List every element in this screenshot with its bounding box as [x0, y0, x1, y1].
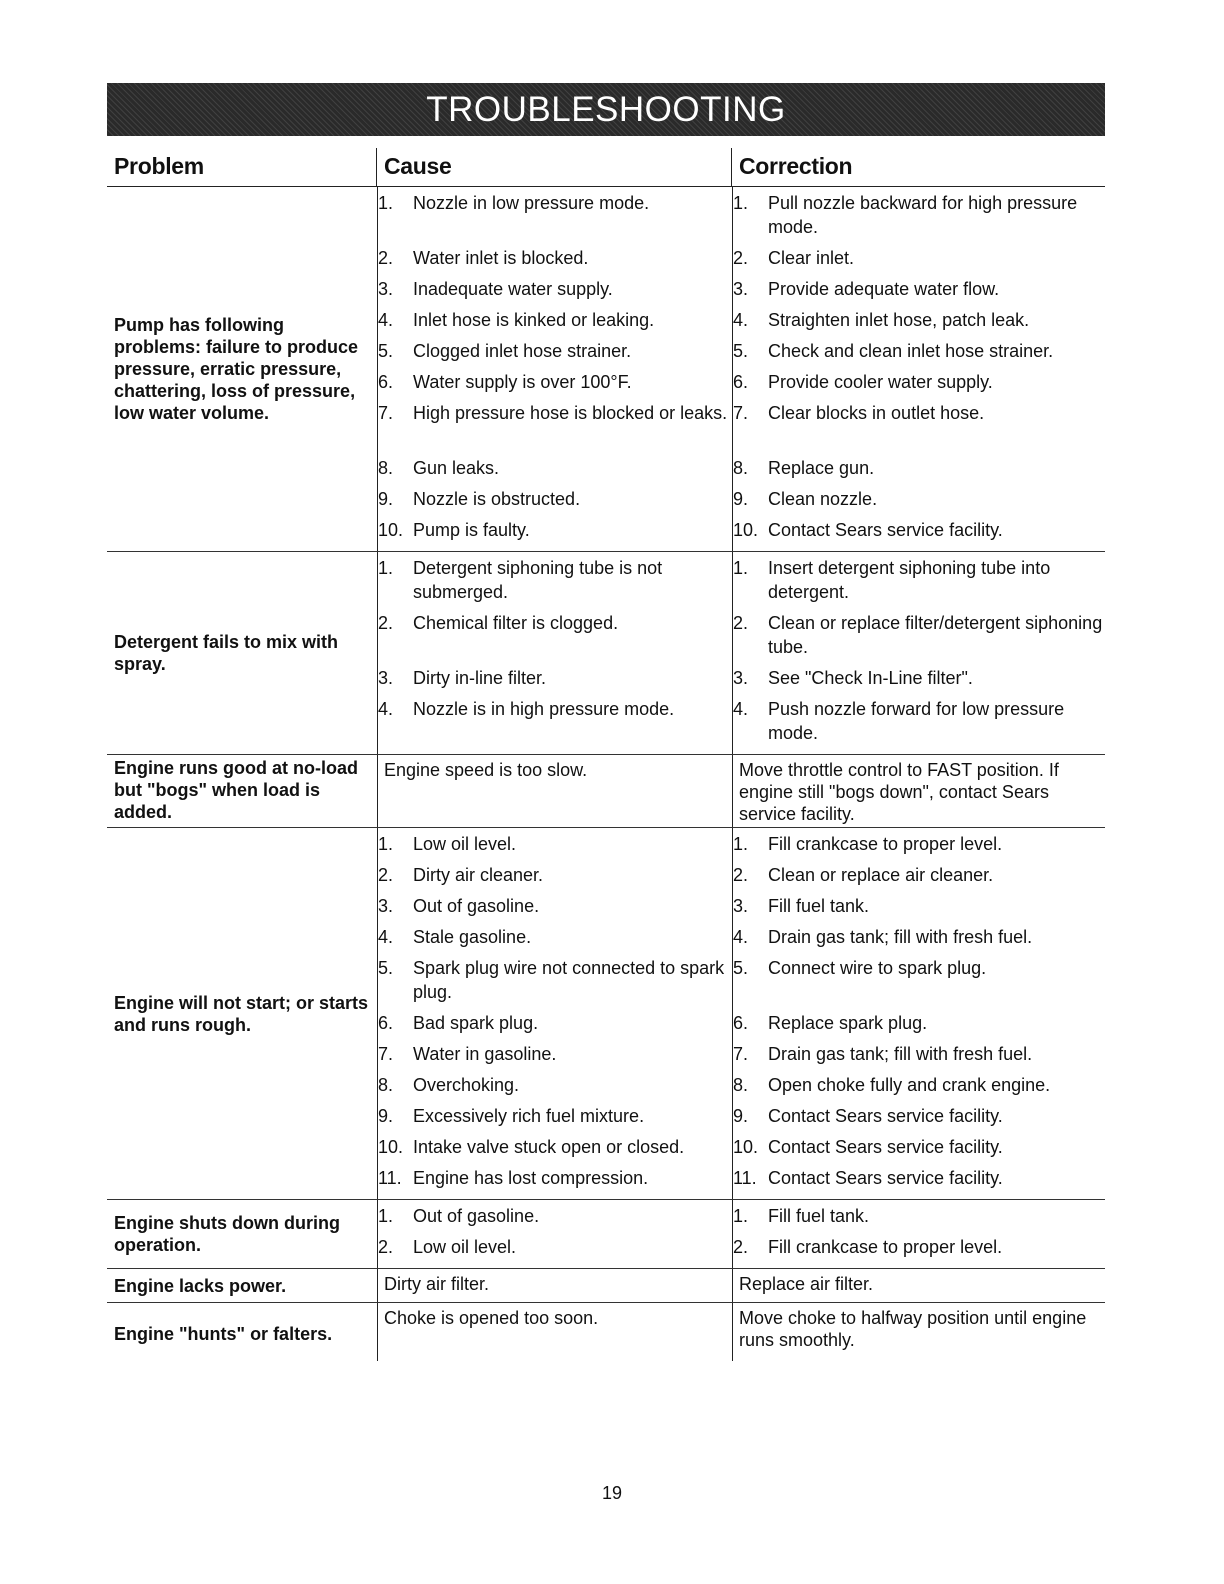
- page-number: 19: [601, 1483, 623, 1503]
- list-item: 2. Clean or replace air cleaner.: [733, 865, 994, 885]
- list-item: 8. Open choke fully and crank engine.: [733, 1075, 1051, 1095]
- table-row: [107, 187, 1105, 552]
- list-item: 5. Connect wire to spark plug.: [733, 958, 987, 978]
- list-item: 1. Out of gasoline.: [378, 1206, 540, 1226]
- table-row: [107, 552, 1105, 755]
- list-item: 4. Stale gasoline.: [378, 927, 532, 947]
- list-item: 1. Nozzle in low pressure mode.: [378, 193, 650, 213]
- correction-cell: [732, 828, 1105, 1199]
- list-item: 5. Spark plug wire not connected to spark plug.: [378, 958, 725, 1002]
- problem-cell: Engine will not start; or starts and runs rough.: [114, 992, 369, 1035]
- list-item: 1. Detergent siphoning tube is not submerged.: [378, 558, 663, 602]
- list-item: 7. Clear blocks in outlet hose.: [733, 403, 985, 423]
- list-item: 4. Drain gas tank; fill with fresh fuel.: [733, 927, 1033, 947]
- cause-cell: [377, 552, 732, 754]
- list-item: 10. Contact Sears service facility.: [733, 520, 1003, 540]
- problem-cell: Detergent fails to mix with spray.: [114, 632, 339, 674]
- list-item: 4. Nozzle is in high pressure mode.: [378, 699, 675, 719]
- list-item: 5. Clogged inlet hose strainer.: [378, 341, 632, 361]
- cause-header: Cause: [384, 153, 452, 179]
- list-item: 6. Replace spark plug.: [733, 1013, 928, 1033]
- list-item: 6. Provide cooler water supply.: [733, 372, 993, 392]
- title-banner: [107, 83, 1105, 136]
- list-item: 8. Gun leaks.: [378, 458, 500, 478]
- correction-cell: Move choke to halfway position until engine runs smoothly.: [732, 1303, 1105, 1361]
- cause-cell: [377, 187, 732, 551]
- problem-header: Problem: [114, 153, 204, 179]
- list-item: 9. Contact Sears service facility.: [733, 1106, 1003, 1126]
- list-item: 11. Engine has lost compression.: [378, 1168, 649, 1188]
- list-item: 5. Check and clean inlet hose strainer.: [733, 341, 1054, 361]
- cause-cell: [377, 1200, 732, 1268]
- list-item: 9. Nozzle is obstructed.: [378, 489, 581, 509]
- list-item: 2. Clear inlet.: [733, 248, 855, 268]
- list-item: 6. Bad spark plug.: [378, 1013, 539, 1033]
- list-item: 6. Water supply is over 100°F.: [378, 372, 632, 392]
- list-item: 7. High pressure hose is blocked or leaks.: [378, 403, 728, 423]
- correction-cell: Move throttle control to FAST position. If engine still "bogs down", contact Sears service facility.: [732, 755, 1105, 827]
- list-item: 4. Straighten inlet hose, patch leak.: [733, 310, 1030, 330]
- list-item: 9. Clean nozzle.: [733, 489, 878, 509]
- list-item: 7. Drain gas tank; fill with fresh fuel.: [733, 1044, 1033, 1064]
- list-item: 1. Fill fuel tank.: [733, 1206, 870, 1226]
- list-item: 1. Insert detergent siphoning tube into detergent.: [733, 558, 1051, 602]
- list-item: 4. Inlet hose is kinked or leaking.: [378, 310, 655, 330]
- correction-header: Correction: [739, 153, 853, 179]
- list-item: 2. Water inlet is blocked.: [378, 248, 589, 268]
- list-item: 2. Clean or replace filter/detergent siphoning tube.: [733, 613, 1103, 657]
- list-item: 7. Water in gasoline.: [378, 1044, 557, 1064]
- problem-cell: Engine "hunts" or falters.: [114, 1324, 333, 1344]
- list-item: 8. Replace gun.: [733, 458, 875, 478]
- page-title: TROUBLESHOOTING: [426, 90, 786, 129]
- table-row: [107, 1303, 1105, 1361]
- list-item: 4. Push nozzle forward for low pressure mode.: [733, 699, 1065, 743]
- troubleshooting-table: [107, 187, 1105, 1361]
- correction-cell: [732, 1200, 1105, 1268]
- table-row: [107, 828, 1105, 1200]
- list-item: 2. Dirty air cleaner.: [378, 865, 544, 885]
- problem-cell: Pump has following problems: failure to produce pressure, erratic pressure, chattering, loss of pressure, low water volume.: [114, 315, 359, 423]
- problem-cell: Engine shuts down during operation.: [114, 1213, 340, 1255]
- list-item: 2. Fill crankcase to proper level.: [733, 1237, 1003, 1257]
- table-row: [107, 755, 1105, 828]
- correction-cell: [732, 187, 1105, 551]
- column-divider: [376, 148, 377, 186]
- list-item: 10. Contact Sears service facility.: [733, 1137, 1003, 1157]
- cause-cell: Choke is opened too soon.: [377, 1303, 732, 1361]
- list-item: 1. Low oil level.: [378, 834, 517, 854]
- list-item: 3. Fill fuel tank.: [733, 896, 870, 916]
- correction-cell: Replace air filter.: [732, 1269, 1105, 1302]
- correction-cell: [732, 552, 1105, 754]
- list-item: 3. Inadequate water supply.: [378, 279, 613, 299]
- table-row: [107, 1200, 1105, 1269]
- list-item: 11. Contact Sears service facility.: [733, 1168, 1003, 1188]
- problem-cell: Engine runs good at no-load but "bogs" when load is added.: [114, 758, 358, 822]
- list-item: 10. Pump is faulty.: [378, 520, 530, 540]
- table-header: [107, 150, 1105, 187]
- column-divider: [731, 148, 732, 186]
- problem-cell: Engine lacks power.: [114, 1275, 287, 1296]
- list-item: 8. Overchoking.: [378, 1075, 520, 1095]
- table-row: [107, 1269, 1105, 1303]
- cause-cell: Dirty air filter.: [377, 1269, 732, 1302]
- list-item: 3. See "Check In-Line filter".: [733, 668, 973, 688]
- list-item: 1. Fill crankcase to proper level.: [733, 834, 1003, 854]
- cause-cell: [377, 828, 732, 1199]
- list-item: 3. Provide adequate water flow.: [733, 279, 1000, 299]
- cause-cell: Engine speed is too slow.: [377, 755, 732, 827]
- list-item: 1. Pull nozzle backward for high pressure mode.: [733, 193, 1078, 237]
- list-item: 2. Low oil level.: [378, 1237, 517, 1257]
- list-item: 3. Dirty in-line filter.: [378, 668, 547, 688]
- list-item: 3. Out of gasoline.: [378, 896, 540, 916]
- list-item: 9. Excessively rich fuel mixture.: [378, 1106, 645, 1126]
- list-item: 2. Chemical filter is clogged.: [378, 613, 619, 633]
- list-item: 10. Intake valve stuck open or closed.: [378, 1137, 685, 1157]
